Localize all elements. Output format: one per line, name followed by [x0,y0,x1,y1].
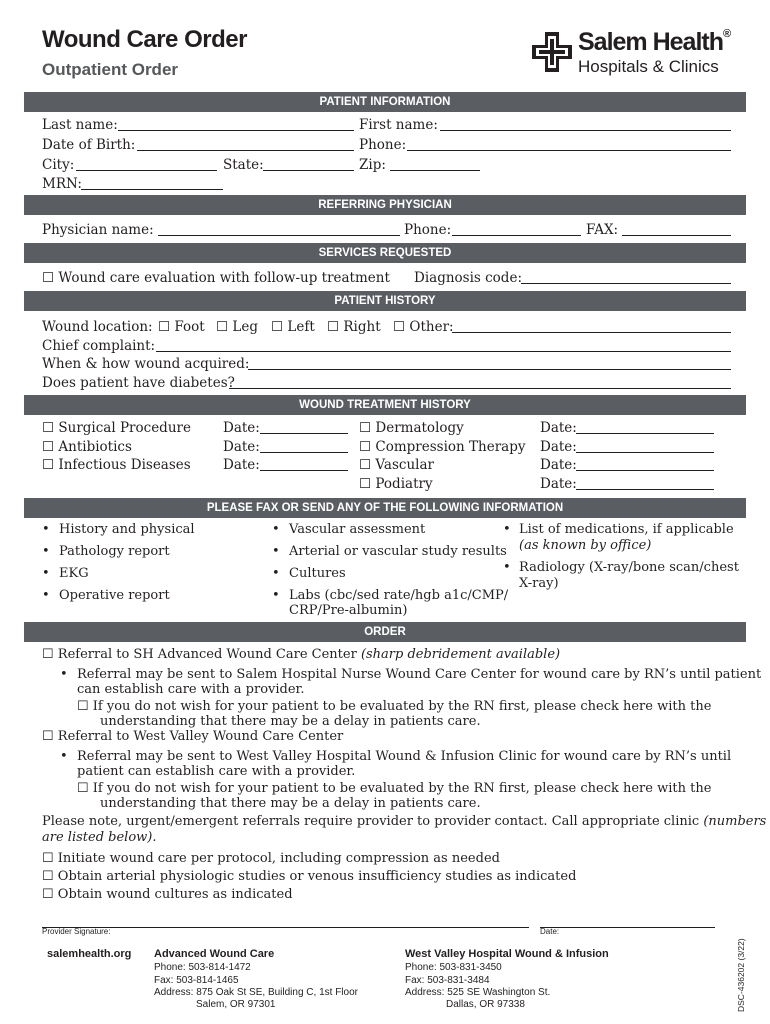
physician-fax-label: FAX: [586,222,619,238]
location-other-field[interactable] [452,332,731,333]
fax-item-labs: Labs (cbc/sed rate/hgb a1c/CMP/ [289,588,509,603]
bullet: • [272,522,280,537]
section-services-requested: SERVICES REQUESTED [24,243,746,263]
infectious-diseases-checkbox[interactable]: ☐ Infectious Diseases [42,457,191,473]
bullet: • [42,544,50,559]
awc-fax: Fax: 503-814-1465 [154,975,239,986]
last-name-field[interactable] [118,130,354,131]
section-patient-information: PATIENT INFORMATION [24,92,746,112]
location-right-checkbox[interactable]: ☐ Right [327,319,381,335]
section-order: ORDER [24,622,746,642]
wound-location-label: Wound location: [42,319,153,335]
state-field[interactable] [263,170,354,171]
diabetes-label: Does patient have diabetes? [42,375,235,391]
podiatry-checkbox[interactable]: ☐ Podiatry [359,476,433,492]
cross-logo-icon [532,32,572,72]
fax-item-labs-cont: CRP/Pre-albumin) [289,603,408,618]
referral-sh-label: ☐ Referral to SH Advanced Wound Care Center [42,647,361,662]
urgent-note-text: Please note, urgent/emergent referrals require provider to provider contact. Call appropriate clinic [42,814,704,829]
bullet: • [42,588,50,603]
wv-phone: Phone: 503-831-3450 [405,962,502,973]
state-label: State: [223,157,264,173]
fax-item-radiology-cont: X-ray) [519,576,559,591]
provider-signature-label: Provider Signature: [42,927,111,936]
awc-phone: Phone: 503-814-1472 [154,962,251,973]
referral-wv-checkbox[interactable]: ☐ Referral to West Valley Wound Care Center [42,729,344,744]
last-name-label: Last name: [42,117,118,133]
awc-address: Address: 875 Oak St SE, Building C, 1st Floor [154,987,358,998]
date-label: Date: [540,439,577,455]
signature-date-label: Date: [540,927,560,936]
zip-label: Zip: [359,157,386,173]
chief-complaint-field[interactable] [156,351,731,352]
location-other-checkbox[interactable]: ☐ Other: [393,319,454,335]
section-referring-physician: REFERRING PHYSICIAN [24,195,746,215]
fax-item-operative: Operative report [59,588,170,603]
form-title: Wound Care Order [42,26,247,53]
phone-label: Phone: [359,137,407,153]
urgent-note [42,813,766,830]
section-fax-information: PLEASE FAX OR SEND ANY OF THE FOLLOWING INFORMATION [24,498,746,518]
date-label: Date: [540,476,577,492]
physician-phone-label: Phone: [404,222,452,238]
date-label: Date: [223,457,260,473]
antibiotics-checkbox[interactable]: ☐ Antibiotics [42,439,132,455]
first-name-field[interactable] [440,130,731,131]
vascular-checkbox[interactable]: ☐ Vascular [359,457,434,473]
wound-acquired-label: When & how wound acquired: [42,356,250,372]
bullet: • [503,522,511,537]
diabetes-field[interactable] [229,388,731,389]
diagnosis-code-field[interactable] [521,283,731,284]
location-left-checkbox[interactable]: ☐ Left [271,319,315,335]
wv-address: Address: 525 SE Washington St. [405,987,551,998]
wv-city: Dallas, OR 97338 [446,999,525,1010]
initiate-wound-care-checkbox[interactable]: ☐ Initiate wound care per protocol, including compression as needed [42,851,500,866]
referral-sh-rn-cont: understanding that there may be a delay in patients care. [100,714,481,729]
fax-item-cultures: Cultures [289,566,346,581]
location-leg-checkbox[interactable]: ☐ Leg [216,319,258,335]
wound-eval-checkbox[interactable]: ☐ Wound care evaluation with follow-up treatment [42,270,390,286]
date-label: Date: [540,420,577,436]
date-label: Date: [223,420,260,436]
bullet: • [60,749,68,764]
bullet: • [42,522,50,537]
chief-complaint-label: Chief complaint: [42,338,156,354]
mrn-label: MRN: [42,176,82,192]
bullet: • [272,566,280,581]
city-field[interactable] [76,170,217,171]
mrn-field[interactable] [81,189,223,190]
phone-field[interactable] [407,150,731,151]
fax-item-history-physical: History and physical [59,522,195,537]
physician-fax-field[interactable] [622,235,731,236]
surgical-procedure-checkbox[interactable]: ☐ Surgical Procedure [42,420,191,436]
dermatology-checkbox[interactable]: ☐ Dermatology [359,420,464,436]
referral-wv-rn-cont: understanding that there may be a delay in patients care. [100,796,481,811]
referral-sh-checkbox[interactable] [42,646,560,663]
awc-city: Salem, OR 97301 [196,999,276,1010]
dob-label: Date of Birth: [42,137,136,153]
date-label: Date: [540,457,577,473]
fax-item-vascular: Vascular assessment [289,522,426,537]
physician-phone-field[interactable] [452,235,581,236]
website-link[interactable]: salemhealth.org [47,948,132,960]
form-subtitle: Outpatient Order [42,60,179,79]
section-patient-history: PATIENT HISTORY [24,291,746,311]
physician-name-field[interactable] [158,235,400,236]
first-name-label: First name: [359,117,438,133]
referral-sh-note: (sharp debridement available) [360,647,561,662]
bullet: • [272,588,280,603]
city-label: City: [42,157,75,173]
physician-name-label: Physician name: [42,222,154,238]
logo-name: Salem Health [578,28,724,56]
urgent-note-italic: (numbers [703,814,767,829]
bullet: • [503,560,511,575]
compression-therapy-checkbox[interactable]: ☐ Compression Therapy [359,439,526,455]
wound-acquired-field[interactable] [248,369,731,370]
referral-sh-detail-cont: can establish care with a provider. [77,682,305,697]
dermatology-date-field[interactable] [576,433,714,434]
signature-date-field[interactable] [540,927,715,928]
fax-item-ekg: EKG [59,566,89,581]
wv-title: West Valley Hospital Wound & Infusion [405,948,609,960]
logo-subtitle: Hospitals & Clinics [578,57,719,76]
form-code: DSC-436202 (3/22) [736,938,746,1012]
provider-signature-field[interactable] [42,927,529,928]
section-wound-treatment-history: WOUND TREATMENT HISTORY [24,395,746,415]
fax-item-arterial: Arterial or vascular study results [289,544,507,559]
referral-wv-detail: Referral may be sent to West Valley Hospital Wound & Infusion Clinic for wound care by RN’s until [77,749,732,764]
dob-field[interactable] [137,150,354,151]
referral-wv-rn-checkbox[interactable]: ☐ If you do not wish for your patient to be evaluated by the RN first, please check here with the [77,781,712,796]
location-foot-checkbox[interactable]: ☐ Foot [158,319,205,335]
referral-wv-detail-cont: patient can establish care with a provider. [77,764,356,779]
registered-mark: ® [723,28,731,40]
fax-item-radiology: Radiology (X-ray/bone scan/chest [519,560,739,575]
zip-field[interactable] [390,170,480,171]
fax-item-medications-note: (as known by office) [519,538,652,553]
wv-fax: Fax: 503-831-3484 [405,975,490,986]
surgical-date-field[interactable] [260,433,348,434]
bullet: • [272,544,280,559]
arterial-studies-checkbox[interactable]: ☐ Obtain arterial physiologic studies or venous insufficiency studies as indicated [42,869,577,884]
date-label: Date: [223,439,260,455]
infectious-date-field[interactable] [260,470,348,471]
fax-item-medications: List of medications, if applicable [519,522,734,537]
compression-date-field[interactable] [576,452,714,453]
bullet: • [42,566,50,581]
bullet: • [60,667,68,682]
referral-sh-detail: Referral may be sent to Salem Hospital Nurse Wound Care Center for wound care by RN’s until patient [77,667,762,682]
salem-health-logo [532,28,732,78]
diagnosis-code-label: Diagnosis code: [414,270,522,286]
wound-cultures-checkbox[interactable]: ☐ Obtain wound cultures as indicated [42,887,293,902]
podiatry-date-field[interactable] [576,489,714,490]
referral-sh-rn-checkbox[interactable]: ☐ If you do not wish for your patient to be evaluated by the RN first, please check here with the [77,699,712,714]
antibiotics-date-field[interactable] [260,452,348,453]
awc-title: Advanced Wound Care [154,948,275,960]
urgent-note-cont: are listed below). [42,830,157,845]
vascular-date-field[interactable] [576,470,714,471]
fax-item-pathology: Pathology report [59,544,170,559]
